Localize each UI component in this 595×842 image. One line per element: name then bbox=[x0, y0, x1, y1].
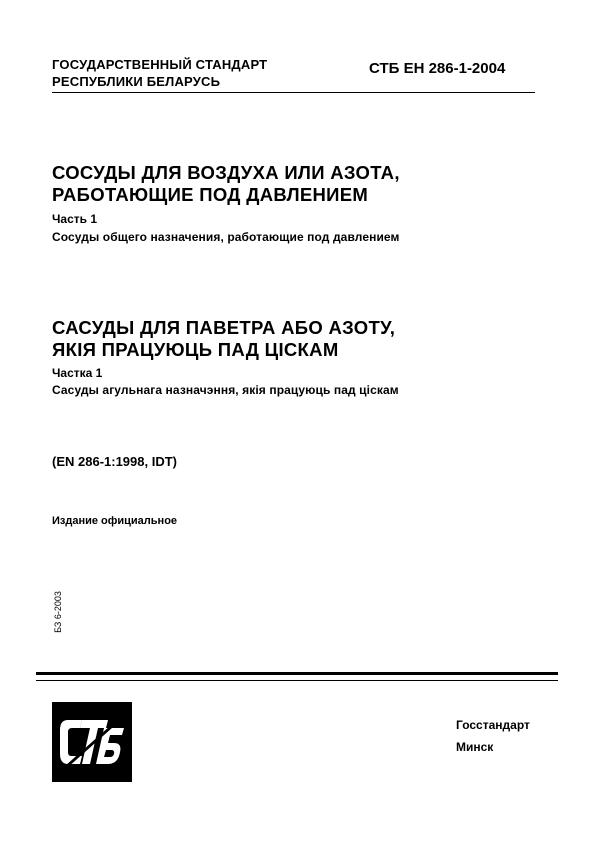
publisher: Госстандарт bbox=[456, 718, 530, 732]
russian-subtitle: Сосуды общего назначения, работающие под давлением bbox=[52, 230, 400, 244]
belarusian-subtitle: Сасуды агульнага назначэння, якія працуюць пад ціскам bbox=[52, 383, 399, 397]
belarusian-title-line-1: САСУДЫ ДЛЯ ПАВЕТРА АБО АЗОТУ, bbox=[52, 317, 396, 338]
footer-divider-thin bbox=[36, 680, 558, 681]
russian-title-line-1: СОСУДЫ ДЛЯ ВОЗДУХА ИЛИ АЗОТА, bbox=[52, 162, 400, 183]
edition-label: Издание официальное bbox=[52, 515, 178, 527]
russian-part: Часть 1 bbox=[52, 212, 98, 226]
issuing-organization bbox=[52, 56, 267, 90]
side-code: БЗ 6-2003 bbox=[53, 591, 63, 633]
footer-divider-thick bbox=[36, 672, 558, 675]
org-line-1: ГОСУДАРСТВЕННЫЙ СТАНДАРТ bbox=[52, 57, 268, 72]
belarusian-title-line-2: ЯКІЯ ПРАЦУЮЦЬ ПАД ЦІСКАМ bbox=[52, 339, 339, 360]
stb-logo bbox=[52, 702, 132, 782]
header-divider bbox=[52, 92, 535, 93]
publisher-city: Минск bbox=[456, 740, 494, 754]
russian-title-line-2: РАБОТАЮЩИЕ ПОД ДАВЛЕНИЕМ bbox=[52, 184, 369, 205]
belarusian-part: Частка 1 bbox=[52, 366, 103, 380]
international-equivalent: (EN 286-1:1998, IDT) bbox=[52, 454, 177, 469]
org-line-2: РЕСПУБЛИКИ БЕЛАРУСЬ bbox=[52, 74, 221, 89]
standard-code: СТБ ЕН 286-1-2004 bbox=[369, 60, 506, 77]
